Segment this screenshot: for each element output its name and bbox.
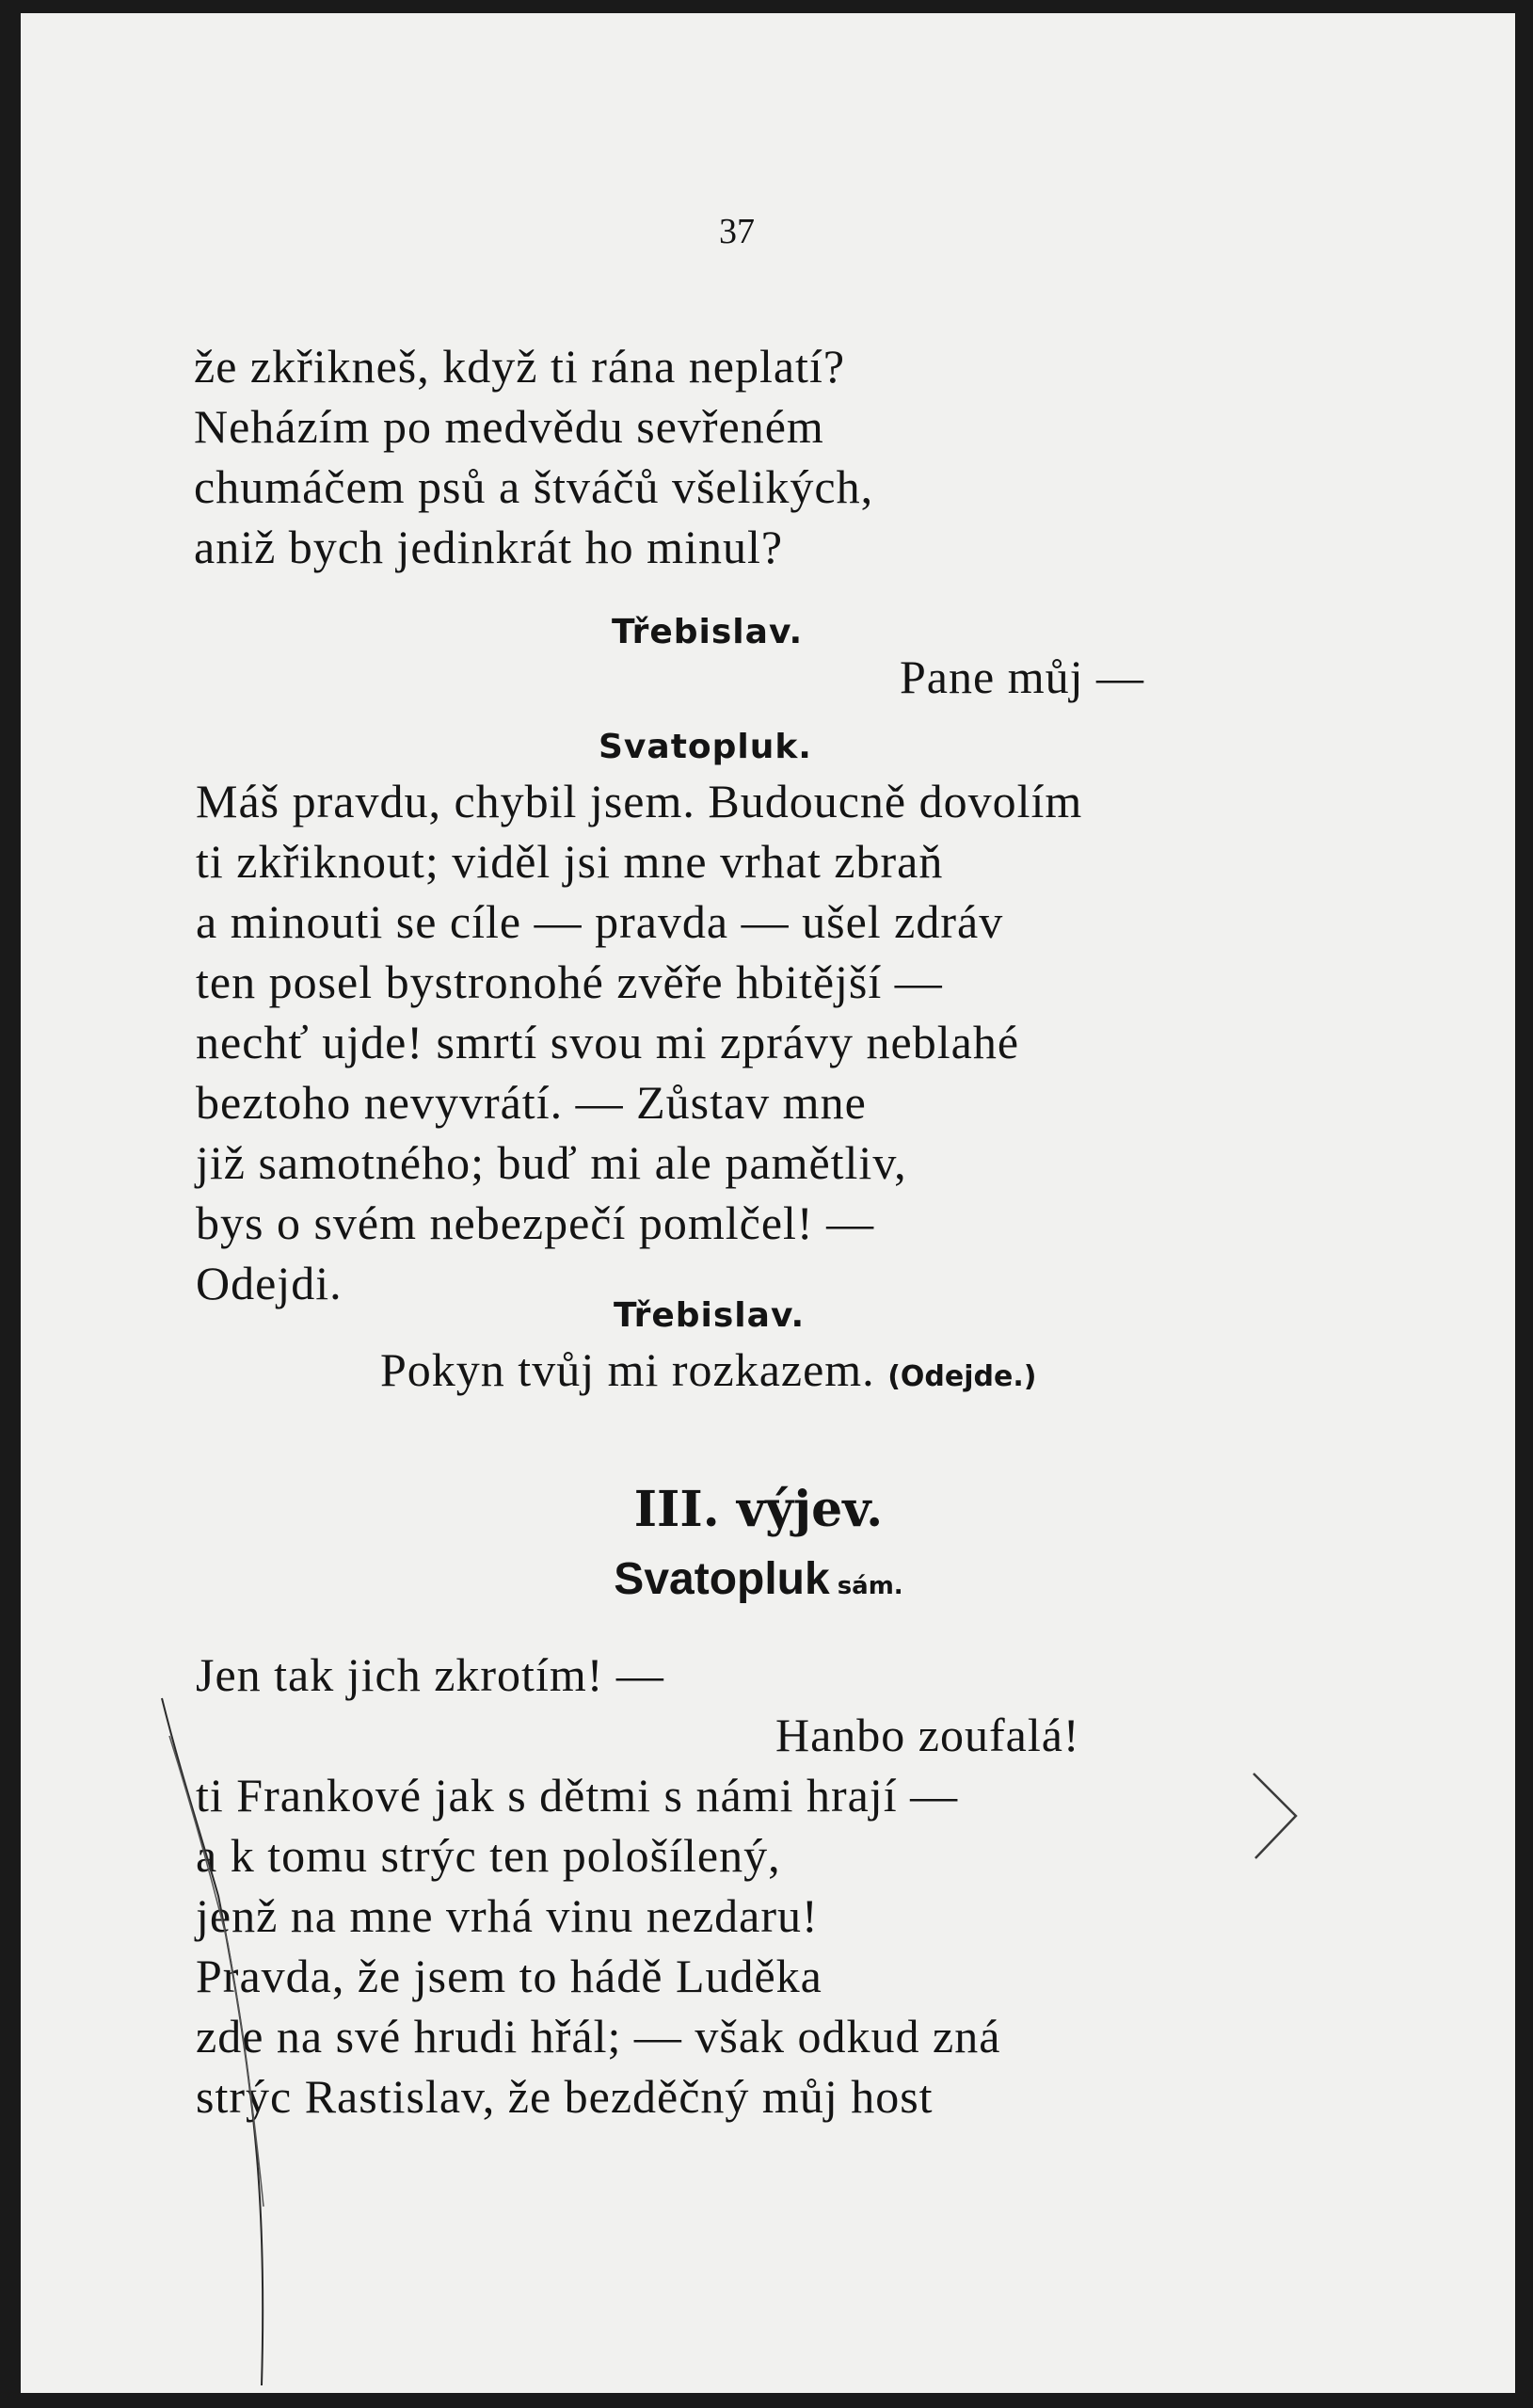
verse-line: nechť ujde! smrtí svou mi zprávy neblahé (196, 1016, 1020, 1068)
verse-line: Pravda, že jsem to hádě Luděka (196, 1950, 822, 2002)
speaker-name: Svatopluk. (599, 728, 812, 766)
verse-line: již samotného; buď mi ale pamětliv, (196, 1136, 907, 1189)
verse-line: chumáčem psů a štváčů všelikých, (194, 460, 874, 513)
verse-line: ti zkřiknout; viděl jsi mne vrhat zbraň (196, 835, 944, 888)
scene-speaker (11, 1554, 1506, 1604)
verse-line: strýc Rastislav, že bezděčný můj host (196, 2070, 934, 2123)
verse-line: aniž bych jedinkrát ho minul? (194, 521, 784, 573)
speaker-name: Třebislav. (612, 613, 804, 651)
verse-line: Pane můj — (900, 650, 1144, 703)
verse-line: a minouti se cíle — pravda — ušel zdráv (196, 895, 1004, 948)
book-page (21, 13, 1515, 2393)
verse-line: ti Frankové jak s dětmi s námi hrají — (196, 1769, 959, 1822)
scan-crease-mark (152, 1679, 341, 2395)
verse-line: Neházím po medvědu sevřeném (194, 400, 824, 453)
scan-margin-mark (1244, 1764, 1319, 1868)
scene-heading: III. výjev. (633, 1481, 884, 1538)
verse-line: Máš pravdu, chybil jsem. Budoucně dovolím (196, 775, 1083, 827)
stage-direction: (Odejde.) (887, 1360, 1037, 1393)
verse-line: Jen tak jich zkrotím! — (196, 1648, 664, 1701)
verse-line: Odejdi. (196, 1257, 343, 1309)
verse-line: Hanbo zoufalá! (775, 1709, 1080, 1761)
page-number: 37 (719, 212, 755, 251)
scene-speaker-aside: sám. (837, 1572, 903, 1600)
speaker-name: Třebislav. (614, 1296, 806, 1335)
verse-line: ten posel bystronohé zvěře hbitější — (196, 955, 943, 1008)
reply-text: Pokyn tvůj mi rozkazem. (380, 1343, 875, 1396)
verse-line (380, 1343, 1037, 1396)
verse-line: beztoho nevyvrátí. — Zůstav mne (196, 1076, 867, 1129)
verse-line: že zkřikneš, když ti rána neplatí? (194, 340, 846, 393)
scene-speaker-name: Svatopluk (614, 1554, 830, 1604)
verse-line: a k tomu strýc ten pološílený, (196, 1829, 781, 1882)
verse-line: bys o svém nebezpečí pomlčel! — (196, 1196, 875, 1249)
verse-line: jenž na mne vrhá vinu nezdaru! (196, 1889, 819, 1942)
verse-line: zde na své hrudi hřál; — však odkud zná (196, 2010, 1001, 2063)
